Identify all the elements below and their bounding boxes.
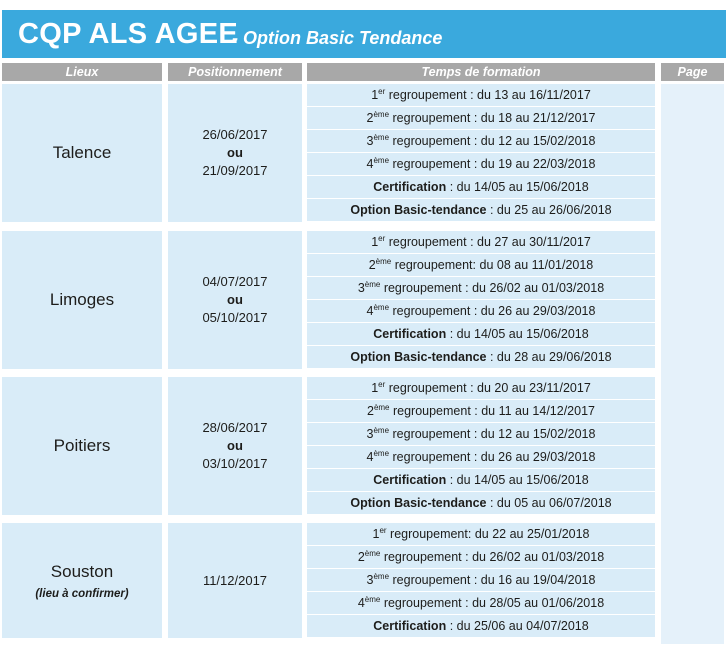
- session-dates: : du 11 au 14/12/2017: [470, 404, 595, 418]
- session-dates: : du 14/05 au 15/06/2018: [446, 473, 589, 487]
- header-page: Page: [661, 63, 724, 81]
- session-dates: : du 26/02 au 01/03/2018: [461, 550, 605, 564]
- session-row: [307, 615, 655, 638]
- session-label: regroupement: [389, 304, 471, 318]
- positionnement-cell: [168, 231, 302, 369]
- session-label: regroupement: [385, 235, 467, 249]
- session-dates: : du 08 au 11/01/2018: [472, 258, 594, 272]
- positionnement-cell: [168, 84, 302, 222]
- positionnement-ou: ou: [227, 438, 243, 453]
- positionnement-cell: [168, 377, 302, 515]
- positionnement-date: 26/06/2017: [202, 127, 268, 142]
- session-suffix: er: [378, 379, 386, 389]
- session-suffix: er: [378, 86, 386, 96]
- session-label: regroupement: [385, 381, 467, 395]
- session-dates: : du 28 au 29/06/2018: [486, 350, 612, 364]
- page-column: [661, 84, 724, 644]
- session-dates: : du 16 au 19/04/2018: [470, 573, 596, 587]
- session-row: [307, 300, 655, 323]
- session-label: regroupement: [391, 258, 473, 272]
- session-row: [307, 254, 655, 277]
- session-suffix: ème: [373, 302, 390, 312]
- session-number: 3: [357, 281, 365, 295]
- header-temps-formation: Temps de formation: [307, 63, 655, 81]
- session-dates: : du 13 au 16/11/2017: [466, 88, 591, 102]
- session-dates: : du 28/05 au 01/06/2018: [461, 596, 605, 610]
- session-label: regroupement: [389, 450, 471, 464]
- session-dates: : du 14/05 au 15/06/2018: [446, 327, 589, 341]
- session-suffix: ème: [373, 571, 390, 581]
- session-suffix: ème: [373, 109, 390, 119]
- lieu-cell: [2, 377, 162, 515]
- lieu-note: (lieu à confirmer): [35, 587, 129, 600]
- session-number: 2: [357, 550, 365, 564]
- positionnement-date: 04/07/2017: [202, 274, 268, 289]
- positionnement-ou: ou: [227, 145, 243, 160]
- session-dates: : du 25/06 au 04/07/2018: [446, 619, 589, 633]
- lieu-name: Poitiers: [53, 436, 111, 455]
- session-dates: : du 12 au 15/02/2018: [470, 427, 596, 441]
- session-label: Option Basic-tendance: [350, 203, 487, 217]
- lieu-cell: [2, 523, 162, 638]
- lieu-name: Souston: [50, 561, 114, 581]
- session-suffix: ème: [373, 425, 390, 435]
- session-row: [307, 107, 655, 130]
- session-label: Certification: [373, 327, 447, 341]
- session-dates: : du 20 au 23/11/2017: [466, 381, 591, 395]
- session-dates: : du 26/02 au 01/03/2018: [461, 281, 605, 295]
- session-label: Certification: [373, 619, 447, 633]
- session-row: [307, 277, 655, 300]
- session-number: 2: [366, 404, 374, 418]
- session-label: regroupement: [389, 404, 471, 418]
- session-label: regroupement: [386, 527, 468, 541]
- session-label: Option Basic-tendance: [350, 496, 487, 510]
- session-suffix: ème: [373, 448, 390, 458]
- session-number: 1: [372, 527, 380, 541]
- session-row: [307, 346, 655, 369]
- session-number: 3: [366, 134, 374, 148]
- session-number: 4: [357, 596, 365, 610]
- session-row: [307, 153, 655, 176]
- session-label: regroupement: [380, 550, 462, 564]
- session-dates: : du 22 au 25/01/2018: [467, 527, 590, 541]
- session-dates: : du 18 au 21/12/2017: [470, 111, 596, 125]
- session-label: regroupement: [380, 281, 462, 295]
- session-label: regroupement: [389, 573, 471, 587]
- session-dates: : du 26 au 29/03/2018: [470, 304, 596, 318]
- lieu-cell: [2, 231, 162, 369]
- session-suffix: ème: [373, 402, 390, 412]
- session-number: 1: [371, 88, 379, 102]
- session-row: [307, 592, 655, 615]
- session-row: [307, 400, 655, 423]
- session-label: regroupement: [380, 596, 462, 610]
- positionnement-date: 28/06/2017: [202, 420, 268, 435]
- session-row: [307, 469, 655, 492]
- session-row: [307, 446, 655, 469]
- session-number: 4: [366, 304, 374, 318]
- positionnement-date: 21/09/2017: [202, 163, 268, 178]
- positionnement-cell: [168, 523, 302, 638]
- session-row: [307, 130, 655, 153]
- lieu-name: Talence: [52, 143, 112, 162]
- session-label: regroupement: [385, 88, 467, 102]
- page-title: CQP ALS AGEE: [18, 18, 239, 50]
- session-label: regroupement: [389, 134, 471, 148]
- session-suffix: ème: [364, 279, 381, 289]
- session-row: [307, 323, 655, 346]
- session-row: [307, 523, 655, 546]
- session-dates: : du 19 au 22/03/2018: [470, 157, 596, 171]
- session-dates: : du 26 au 29/03/2018: [470, 450, 596, 464]
- session-dates: : du 27 au 30/11/2017: [466, 235, 591, 249]
- session-number: 2: [368, 258, 376, 272]
- positionnement-date: 11/12/2017: [202, 572, 268, 588]
- session-row: [307, 84, 655, 107]
- session-number: 3: [366, 573, 374, 587]
- session-row: [307, 199, 655, 222]
- session-suffix: ème: [364, 594, 381, 604]
- session-number: 1: [371, 381, 379, 395]
- session-dates: : du 14/05 au 15/06/2018: [446, 180, 589, 194]
- session-label: Certification: [373, 473, 447, 487]
- session-number: 3: [366, 427, 374, 441]
- lieu-cell: [2, 84, 162, 222]
- session-suffix: ème: [375, 256, 392, 266]
- title-banner: [2, 10, 726, 58]
- session-row: [307, 423, 655, 446]
- session-row: [307, 377, 655, 400]
- session-row: [307, 569, 655, 592]
- session-row: [307, 231, 655, 254]
- session-row: [307, 492, 655, 515]
- session-number: 1: [371, 235, 379, 249]
- page-subtitle: - Option Basic Tendance: [232, 28, 443, 48]
- session-number: 2: [366, 111, 374, 125]
- session-label: Option Basic-tendance: [350, 350, 487, 364]
- session-suffix: ème: [373, 132, 390, 142]
- session-row: [307, 546, 655, 569]
- session-suffix: er: [379, 525, 387, 535]
- positionnement-ou: ou: [227, 292, 243, 307]
- session-suffix: er: [378, 233, 386, 243]
- lieu-name: Limoges: [49, 290, 115, 309]
- session-suffix: ème: [373, 155, 390, 165]
- session-label: regroupement: [389, 157, 471, 171]
- session-dates: : du 05 au 06/07/2018: [486, 496, 612, 510]
- session-number: 4: [366, 157, 374, 171]
- header-lieux: Lieux: [2, 63, 162, 81]
- positionnement-date: 05/10/2017: [202, 310, 268, 325]
- session-dates: : du 25 au 26/06/2018: [486, 203, 612, 217]
- session-dates: : du 12 au 15/02/2018: [470, 134, 596, 148]
- session-row: [307, 176, 655, 199]
- positionnement-date: 03/10/2017: [202, 456, 268, 471]
- session-suffix: ème: [364, 548, 381, 558]
- session-label: Certification: [373, 180, 447, 194]
- session-number: 4: [366, 450, 374, 464]
- session-label: regroupement: [389, 111, 471, 125]
- session-label: regroupement: [389, 427, 471, 441]
- header-positionnement: Positionnement: [168, 63, 302, 81]
